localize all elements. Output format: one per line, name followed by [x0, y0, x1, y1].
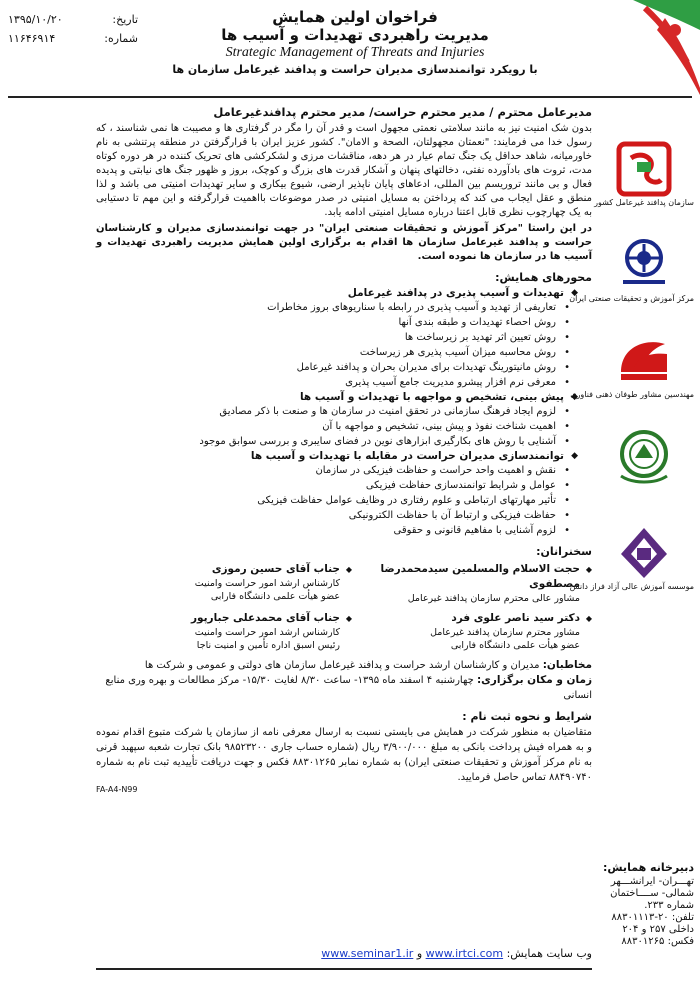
list-item: • لزوم آشنایی با مفاهیم قانونی و حقوقی: [96, 523, 578, 538]
header-divider: [8, 96, 692, 98]
audience-row: [96, 658, 592, 673]
logo-caption: موسسه آموزش عالی آزاد فراز دانش: [569, 582, 694, 591]
speaker-card: [112, 562, 352, 605]
speaker-name: ◆ حجت الاسلام والمسلمین سیدمحمدرضا مصطفوی: [352, 562, 592, 592]
speaker-name: ◆ جناب آقای محمدعلی جبارپور: [112, 611, 352, 626]
title-block: [150, 8, 560, 78]
iran-flag-icon: [605, 0, 700, 95]
topic-group-title: ◆ پیش بینی، تشخیص و مواجهه با تهدیدات و آسیب ها: [96, 390, 578, 404]
logo-university: [569, 524, 694, 606]
audience-value: مدیران و کارشناسان ارشد حراست و پدافند غیرعامل سازمان های دولتی و عمومی و شرکت ها: [144, 660, 540, 671]
date-value: ۱۳۹۵/۱۰/۲۰: [8, 13, 63, 26]
speaker-role: کارشناس ارشد امور حراست وامنیت: [194, 578, 340, 589]
logo-green-emblem: [594, 428, 694, 510]
speaker-role: رئیس اسبق اداره تأمین و امنیت ناجا: [196, 640, 340, 651]
main-content: [96, 104, 592, 795]
topic-list: [96, 404, 578, 449]
speaker-role: مشاور عالی محترم سازمان پدافند غیرعامل: [407, 593, 580, 604]
venue-row: [96, 673, 592, 703]
speaker-role: مشاور محترم سازمان پدافند غیرعامل: [430, 627, 580, 638]
secretariat-line: فکس: ۸۸۳۰۱۲۶۵: [621, 936, 694, 947]
toofan-logo-icon: [613, 332, 675, 390]
topic-list: [96, 463, 578, 538]
speakers-heading: سخنرانان:: [536, 545, 592, 558]
document-code: FA-A4-N99: [96, 785, 138, 794]
date-label: تاریخ:: [112, 13, 138, 26]
list-item: • روش مانیتورینگ تهدیدات برای مدیران بحران و پدافند غیرعامل: [96, 360, 578, 375]
topic-list: [96, 300, 578, 390]
speaker-card: [112, 611, 352, 652]
title-line1: فراخوان اولین همایش: [272, 8, 438, 26]
secretariat-line: شماره ۲۳۳.: [644, 900, 694, 911]
secretariat-heading: دبیرخانه همایش:: [602, 861, 694, 874]
logo-caption: سازمان پدافند غیرعامل کشور: [594, 198, 694, 207]
website-joiner: و: [416, 947, 423, 960]
speaker-role: عضو هیأت علمی دانشگاه فارابی: [450, 640, 580, 651]
list-item: • آشنایی با روش های بکارگیری ابزارهای نوین در فضای سایبری و بررسی سوابق موجود: [96, 434, 578, 449]
speaker-role: کارشناس ارشد امور حراست وامنیت: [194, 627, 340, 638]
number-label: شماره:: [104, 32, 138, 45]
topics-heading: محورهای همایش:: [495, 271, 592, 284]
registration-body: متقاضیان به منظور شرکت در همایش می بایستی نسبت به ارسال معرفی نامه از سازمان یا شرکت متبوع اقدام نموده و به همراه فیش پرداخت بانکی به مبلغ ۳/۹۰۰/۰۰۰ ریال (شماره حساب جاری ۹۸۵۲۳۲۰۰ بانک تجارت شعبه سپهبد قرنی به نام مرکز آموزش و تحقیقات صنعتی ایران) به شماره نمابر ۸۸۳۰۱۲۶۵ فکس و جهت دریافت تأییدیه ثبت نام به شماره ۸۸۴۹۰۷۴۰ تماس حاصل فرمایید.: [96, 727, 592, 783]
list-item: • عوامل و شرایط توانمندسازی حفاظت فیزیکی: [96, 478, 578, 493]
footer: [96, 946, 592, 962]
speaker-role: عضو هیأت علمی دانشگاه فارابی: [210, 591, 340, 602]
title-subtitle: با رویکرد توانمندسازی مدیران حراست و پدافند غیرعامل سازمان ها: [172, 63, 538, 76]
list-item: • تأثیر مهارتهای ارتباطی و علوم رفتاری در وظایف عوامل حفاظت فیزیکی: [96, 493, 578, 508]
number-value: ۱۱۶۴۶۹۱۴: [8, 32, 56, 45]
green-emblem-logo-icon: [613, 428, 675, 486]
speaker-card: [352, 562, 592, 605]
speakers-grid: [96, 562, 592, 658]
secretariat-line: تهـــران- ایرانشـــهر: [610, 876, 694, 887]
topic-group-title: ◆ تهدیدات و آسیب پذیری در پدافند غیرعامل: [96, 286, 578, 300]
letter-body: بدون شک امنیت نیز به مانند سلامتی نعمتی مجهول است و قدر آن را مگر در گرفتاری ها و مصیبت ها نمی شناسند ، که رسول خدا می فرمایند: "نعمتان مجهولتان، الصحة و الامان". کشور عزیز ایران با قرارگرفتن در منطقه پرتنشی به نام خاورمیانه، شاهد حداقل یک جنگ تمام عیار در هر دهه، مناقشات مرزی و لشکرکشی های تحریک کننده در هر دوره کوتاه مدت، ثروت های بادآورده نفتی، دخالتهای پنهان و آشکار قدرت های بزرگ و کوچک، بروز و ظهور جنگ های نیابتی و پدیده فعال و بی مانند تروریسم بین المللی، ادعاهای پایان ناپذیر ارضی، شیوع بیکاری و سایر تهدیدات امنیتی می باشد و لذا منطق و عقل ایجاب می کند که پرداختن به مسایل امنیتی در صدر موضوعات بااهمیت قرارگرفته و این مهم تا دستیابی به یک چهارچوب نظری قابل اعتنا درباره مسایل امنیتی ادامه یابد.: [96, 123, 592, 218]
title-line2: مدیریت راهبردی تهدیدات و آسیب ها: [221, 26, 489, 44]
sponsor-logos: [569, 140, 694, 620]
venue-value: چهارشنبه ۴ اسفند ماه ۱۳۹۵- ساعت ۸/۳۰ لغایت ۱۵/۳۰- مرکز مطالعات و بهره وری منابع انسانی: [105, 675, 592, 701]
venue-label: زمان و مکان برگزاری:: [476, 674, 592, 686]
passive-defense-logo-icon: [613, 140, 675, 198]
list-item: • لزوم ایجاد فرهنگ سازمانی در تحقق امنیت در سازمان ها و صنعت با ذکر مصادیق: [96, 404, 578, 419]
speaker-name: ◆ دکتر سید ناصر علوی فرد: [352, 611, 592, 626]
registration-heading: شرایط و نحوه ثبت نام :: [462, 710, 592, 723]
list-item: • روش محاسبه میزان آسیب پذیری هر زیرساخت: [96, 345, 578, 360]
university-logo-icon: [613, 524, 675, 582]
logo-toofan: [570, 332, 694, 414]
list-item: • حفاظت فیزیکی و ارتباط آن با حفاظت الکترونیکی: [96, 508, 578, 523]
list-item: • روش تعیین اثر تهدید بر زیرساخت ها: [96, 330, 578, 345]
topic-group: [96, 286, 578, 538]
topic-group-title: ◆ توانمندسازی مدیران حراست در مقابله با تهدیدات و آسیب ها: [96, 449, 578, 463]
reference-box: [8, 10, 138, 48]
logo-passive-defense: [594, 140, 694, 222]
irtci-logo-icon: [613, 236, 675, 294]
list-item: • اهمیت شناخت نفوذ و پیش بینی، تشخیص و مواجهه با آن: [96, 419, 578, 434]
list-item: • روش احصاء تهدیدات و طبقه بندی آنها: [96, 315, 578, 330]
footer-divider: [96, 968, 592, 970]
list-item: • تعاریفی از تهدید و آسیب پذیری در رابطه با سناریوهای بروز مخاطرات: [96, 300, 578, 315]
secretariat-line: شمالی- ســــاختمان: [610, 888, 694, 899]
secretariat-box: [594, 862, 694, 948]
logo-irtci: [569, 236, 694, 318]
list-item: • معرفی نرم افزار پیشرو مدیریت جامع آسیب پذیری: [96, 375, 578, 390]
list-item: • نقش و اهمیت واحد حراست و حفاظت فیزیکی در سازمان: [96, 463, 578, 478]
logo-caption: مهندسین مشاور طوفان ذهنی فناوری: [570, 390, 694, 399]
website-link-irtci[interactable]: www.irtci.com: [425, 947, 504, 960]
logo-caption: مرکز آموزش و تحقیقات صنعتی ایران: [569, 294, 694, 303]
website-label: وب سایت همایش:: [506, 947, 592, 960]
secretariat-line: داخلی ۲۵۷ و ۲۰۴: [622, 924, 694, 935]
speaker-card: [352, 611, 592, 652]
website-link-seminar[interactable]: www.seminar1.ir: [321, 947, 414, 960]
letter-greeting: مدیرعامل محترم / مدیر محترم حراست/ مدیر محترم پدافندغیرعامل: [213, 105, 592, 119]
speaker-name: ◆ جناب آقای حسین رموزی: [112, 562, 352, 577]
audience-label: مخاطبان:: [542, 659, 592, 671]
secretariat-line: تلفن: ۲۰-۸۸۳۰۱۱۱۳: [611, 912, 694, 923]
letter-body-bold: در این راستا "مرکز آموزش و تحقیقات صنعتی ایران" در جهت توانمندسازی مدیران و کارشناسان حراست و پدافند غیرعامل سازمان ها اقدام به برگزاری اولین همایش مدیریت راهبردی تهدیدات و آسیب ها در سازمان ها نموده است.: [96, 223, 592, 262]
title-english: Strategic Management of Threats and Injuries: [225, 45, 485, 60]
